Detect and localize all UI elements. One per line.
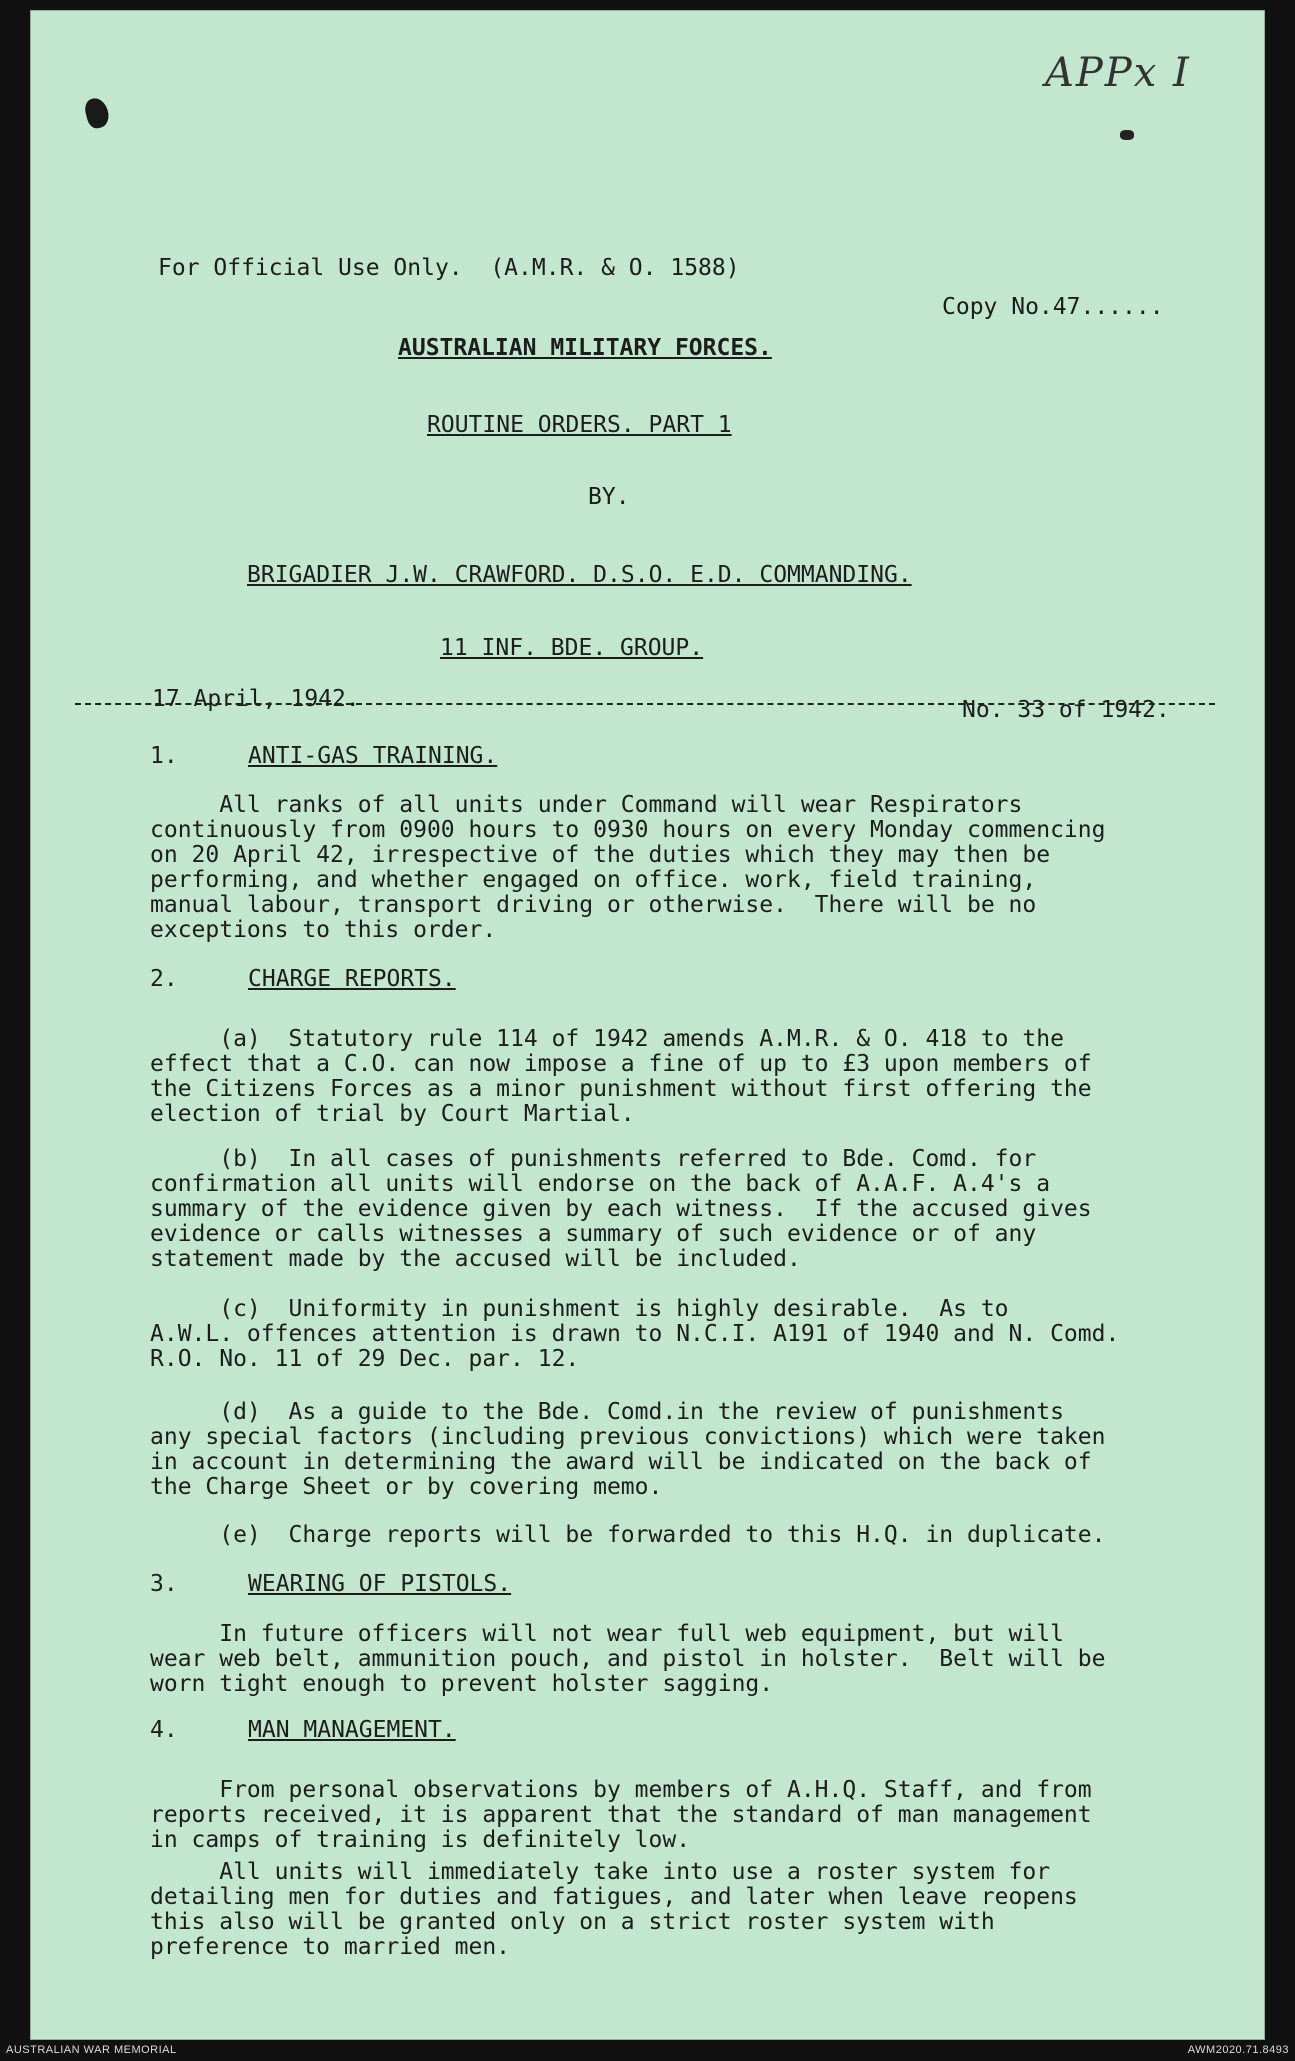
text-line: confirmation all units will endorse on the back of A.A.F. A.4's a bbox=[150, 1171, 1051, 1197]
text-line: summary of the evidence given by each witness. If the accused gives bbox=[150, 1196, 1092, 1222]
text-line: All ranks of all units under Command will wear Respirators bbox=[150, 792, 1023, 818]
text-line: manual labour, transport driving or otherwise. There will be no bbox=[150, 892, 1037, 918]
text-line: wear web belt, ammunition pouch, and pistol in holster. Belt will be bbox=[150, 1646, 1106, 1672]
footer-institution: AUSTRALIAN WAR MEMORIAL bbox=[6, 2044, 177, 2056]
text-line: continuously from 0900 hours to 0930 hours on every Monday commencing bbox=[150, 817, 1106, 843]
header-divider bbox=[75, 703, 1215, 705]
footer-accession: AWM2020.71.8493 bbox=[1187, 2044, 1289, 2056]
order-date: 17 April, 1942. bbox=[152, 686, 360, 712]
copy-number: Copy No.47...... bbox=[942, 294, 1164, 320]
text-line: preference to married men. bbox=[150, 1934, 511, 1960]
text-line: worn tight enough to prevent holster sagging. bbox=[150, 1671, 774, 1697]
section-2d-body bbox=[150, 1400, 1105, 1500]
text-line: From personal observations by members of A.H.Q. Staff, and from bbox=[150, 1777, 1092, 1803]
text-line: effect that a C.O. can now impose a fine of up to £3 upon members of bbox=[150, 1051, 1092, 1077]
section-2b-body bbox=[150, 1147, 1092, 1272]
section-1-body bbox=[150, 793, 1105, 943]
text-line: the Charge Sheet or by covering memo. bbox=[150, 1474, 663, 1500]
section-4-body-2 bbox=[150, 1860, 1078, 1960]
text-line: in camps of training is definitely low. bbox=[150, 1827, 691, 1853]
text-line: R.O. No. 11 of 29 Dec. par. 12. bbox=[150, 1346, 580, 1372]
text-line: in account in determining the award will be indicated on the back of bbox=[150, 1449, 1092, 1475]
section-heading: MAN MANAGEMENT. bbox=[248, 1717, 456, 1743]
section-heading: WEARING OF PISTOLS. bbox=[248, 1571, 512, 1597]
text-line: performing, and whether engaged on office. work, field training, bbox=[150, 867, 1037, 893]
text-line: reports received, it is apparent that the standard of man management bbox=[150, 1802, 1092, 1828]
section-number: 1. bbox=[150, 743, 178, 769]
text-line: detailing men for duties and fatigues, and later when leave reopens bbox=[150, 1884, 1078, 1910]
section-3-body bbox=[150, 1622, 1105, 1697]
text-line: (b) In all cases of punishments referred to Bde. Comd. for bbox=[150, 1146, 1037, 1172]
official-use-line: For Official Use Only. (A.M.R. & O. 1588) bbox=[158, 255, 740, 281]
text-line: election of trial by Court Martial. bbox=[150, 1101, 635, 1127]
text-line: In future officers will not wear full web equipment, but will bbox=[150, 1621, 1064, 1647]
section-heading: ANTI-GAS TRAINING. bbox=[248, 743, 498, 769]
text-line: on 20 April 42, irrespective of the duties which they may then be bbox=[150, 842, 1051, 868]
text-line: (e) Charge reports will be forwarded to this H.Q. in duplicate. bbox=[150, 1522, 1106, 1548]
text-line: A.W.L. offences attention is drawn to N.C.I. A191 of 1940 and N. Comd. bbox=[150, 1321, 1120, 1347]
text-line: evidence or calls witnesses a summary of such evidence or of any bbox=[150, 1221, 1037, 1247]
section-heading: CHARGE REPORTS. bbox=[248, 966, 456, 992]
text-line: statement made by the accused will be included. bbox=[150, 1246, 801, 1272]
section-2c-body bbox=[150, 1297, 1119, 1372]
text-line: (c) Uniformity in punishment is highly desirable. As to bbox=[150, 1296, 1009, 1322]
orders-title: ROUTINE ORDERS. PART 1 bbox=[427, 412, 732, 438]
text-line: the Citizens Forces as a minor punishment without first offering the bbox=[150, 1076, 1092, 1102]
org-heading: AUSTRALIAN MILITARY FORCES. bbox=[398, 335, 772, 361]
handwritten-annotation: APPx I bbox=[1045, 50, 1191, 96]
section-4-body-1 bbox=[150, 1778, 1092, 1853]
section-2a-body bbox=[150, 1027, 1092, 1127]
text-line: this also will be granted only on a strict roster system with bbox=[150, 1909, 995, 1935]
section-number: 2. bbox=[150, 966, 178, 992]
section-number: 3. bbox=[150, 1571, 178, 1597]
section-2e-body bbox=[150, 1523, 1105, 1548]
text-line: All units will immediately take into use a roster system for bbox=[150, 1859, 1051, 1885]
by-line: BY. bbox=[588, 484, 630, 510]
text-line: any special factors (including previous convictions) which were taken bbox=[150, 1424, 1106, 1450]
order-number: No. 33 of 1942. bbox=[962, 697, 1170, 723]
commander-line: BRIGADIER J.W. CRAWFORD. D.S.O. E.D. COMMANDING. bbox=[247, 562, 912, 588]
text-line: (d) As a guide to the Bde. Comd.in the review of punishments bbox=[150, 1399, 1064, 1425]
group-line: 11 INF. BDE. GROUP. bbox=[440, 635, 704, 661]
ink-mark bbox=[1120, 130, 1134, 140]
text-line: exceptions to this order. bbox=[150, 917, 497, 943]
text-line: (a) Statutory rule 114 of 1942 amends A.M.R. & O. 418 to the bbox=[150, 1026, 1064, 1052]
section-number: 4. bbox=[150, 1717, 178, 1743]
